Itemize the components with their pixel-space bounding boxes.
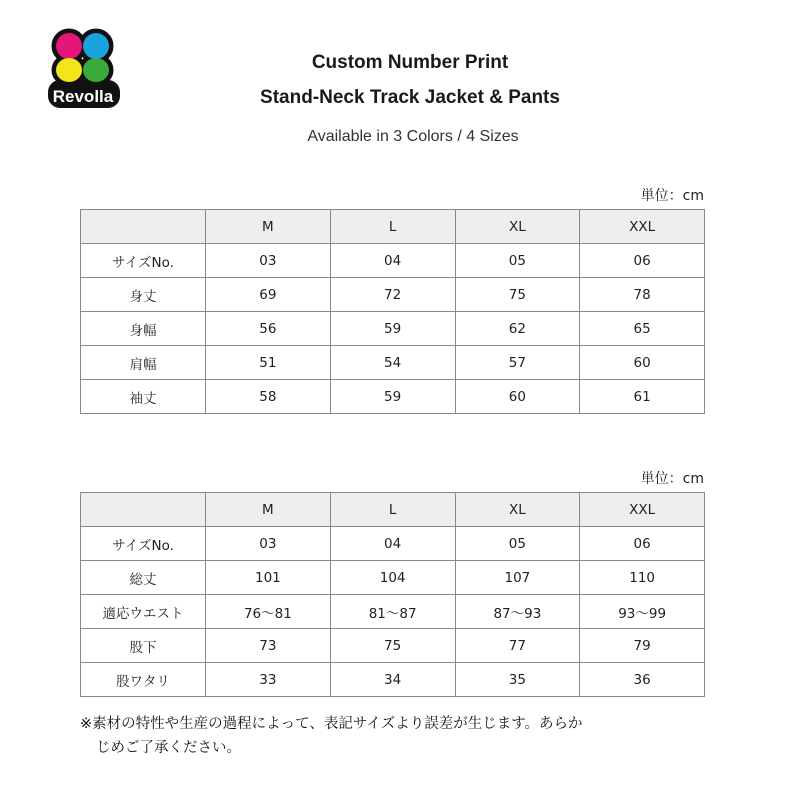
size-disclaimer-note	[80, 712, 720, 760]
table-cell: 104	[330, 561, 455, 595]
table-cell: 62	[455, 312, 580, 346]
table-cell: 81～87	[330, 595, 455, 629]
note-line-2: じめご了承ください。	[96, 740, 241, 756]
note-line-1: ※素材の特性や生産の過程によって、表記サイズより誤差が生じます。あらか	[80, 716, 583, 732]
column-header: M	[206, 210, 331, 244]
table-cell: 05	[455, 527, 580, 561]
table-cell: 06	[580, 244, 705, 278]
table-cell: 78	[580, 278, 705, 312]
row-label: 股ワタリ	[81, 663, 206, 697]
table-cell: 73	[206, 629, 331, 663]
subtitle: Available in 3 Colors / 4 Sizes	[307, 128, 519, 145]
column-header: M	[206, 493, 331, 527]
table-row	[81, 244, 705, 278]
table-cell: 87～93	[455, 595, 580, 629]
table-cell: 65	[580, 312, 705, 346]
row-label: 肩幅	[81, 346, 206, 380]
table-cell: 79	[580, 629, 705, 663]
column-header: XL	[455, 210, 580, 244]
table-row	[81, 312, 705, 346]
table-cell: 76～81	[206, 595, 331, 629]
column-header	[81, 210, 206, 244]
column-header	[81, 493, 206, 527]
table-cell: 56	[206, 312, 331, 346]
row-label: サイズNo.	[81, 244, 206, 278]
table-cell: 03	[206, 244, 331, 278]
table-cell: 69	[206, 278, 331, 312]
pants-unit-label: 単位：cm	[640, 471, 704, 487]
row-label: 股下	[81, 629, 206, 663]
table-row	[81, 663, 705, 697]
title-line-2: Stand-Neck Track Jacket & Pants	[260, 87, 560, 108]
table-cell: 59	[330, 312, 455, 346]
table-cell: 34	[330, 663, 455, 697]
pants-size-table	[80, 492, 705, 697]
table-cell: 75	[330, 629, 455, 663]
table-cell: 51	[206, 346, 331, 380]
row-label: 適応ウエスト	[81, 595, 206, 629]
table-cell: 05	[455, 244, 580, 278]
table-cell: 60	[580, 346, 705, 380]
table-cell: 110	[580, 561, 705, 595]
jacket-unit-label: 単位：cm	[640, 188, 704, 204]
table-row	[81, 595, 705, 629]
row-label: 身幅	[81, 312, 206, 346]
table-cell: 58	[206, 380, 331, 414]
table-cell: 60	[455, 380, 580, 414]
table-cell: 101	[206, 561, 331, 595]
table-cell: 57	[455, 346, 580, 380]
column-header: L	[330, 493, 455, 527]
table-header-row	[81, 210, 705, 244]
table-cell: 06	[580, 527, 705, 561]
table-row	[81, 629, 705, 663]
column-header: XXL	[580, 210, 705, 244]
table-row	[81, 346, 705, 380]
row-label: 総丈	[81, 561, 206, 595]
row-label: 袖丈	[81, 380, 206, 414]
title-line-1: Custom Number Print	[311, 52, 509, 73]
column-header: XL	[455, 493, 580, 527]
table-cell: 72	[330, 278, 455, 312]
table-cell: 77	[455, 629, 580, 663]
table-cell: 75	[455, 278, 580, 312]
table-cell: 59	[330, 380, 455, 414]
table-cell: 04	[330, 527, 455, 561]
table-row	[81, 380, 705, 414]
table-row	[81, 561, 705, 595]
table-row	[81, 527, 705, 561]
column-header: L	[330, 210, 455, 244]
table-cell: 61	[580, 380, 705, 414]
table-cell: 03	[206, 527, 331, 561]
table-cell: 04	[330, 244, 455, 278]
table-cell: 54	[330, 346, 455, 380]
table-cell: 93～99	[580, 595, 705, 629]
row-label: サイズNo.	[81, 527, 206, 561]
column-header: XXL	[580, 493, 705, 527]
table-header-row	[81, 493, 705, 527]
table-cell: 35	[455, 663, 580, 697]
table-cell: 33	[206, 663, 331, 697]
table-cell: 36	[580, 663, 705, 697]
row-label: 身丈	[81, 278, 206, 312]
table-cell: 107	[455, 561, 580, 595]
brand-name: Revolla	[52, 87, 114, 106]
table-row	[81, 278, 705, 312]
jacket-size-table	[80, 209, 705, 414]
